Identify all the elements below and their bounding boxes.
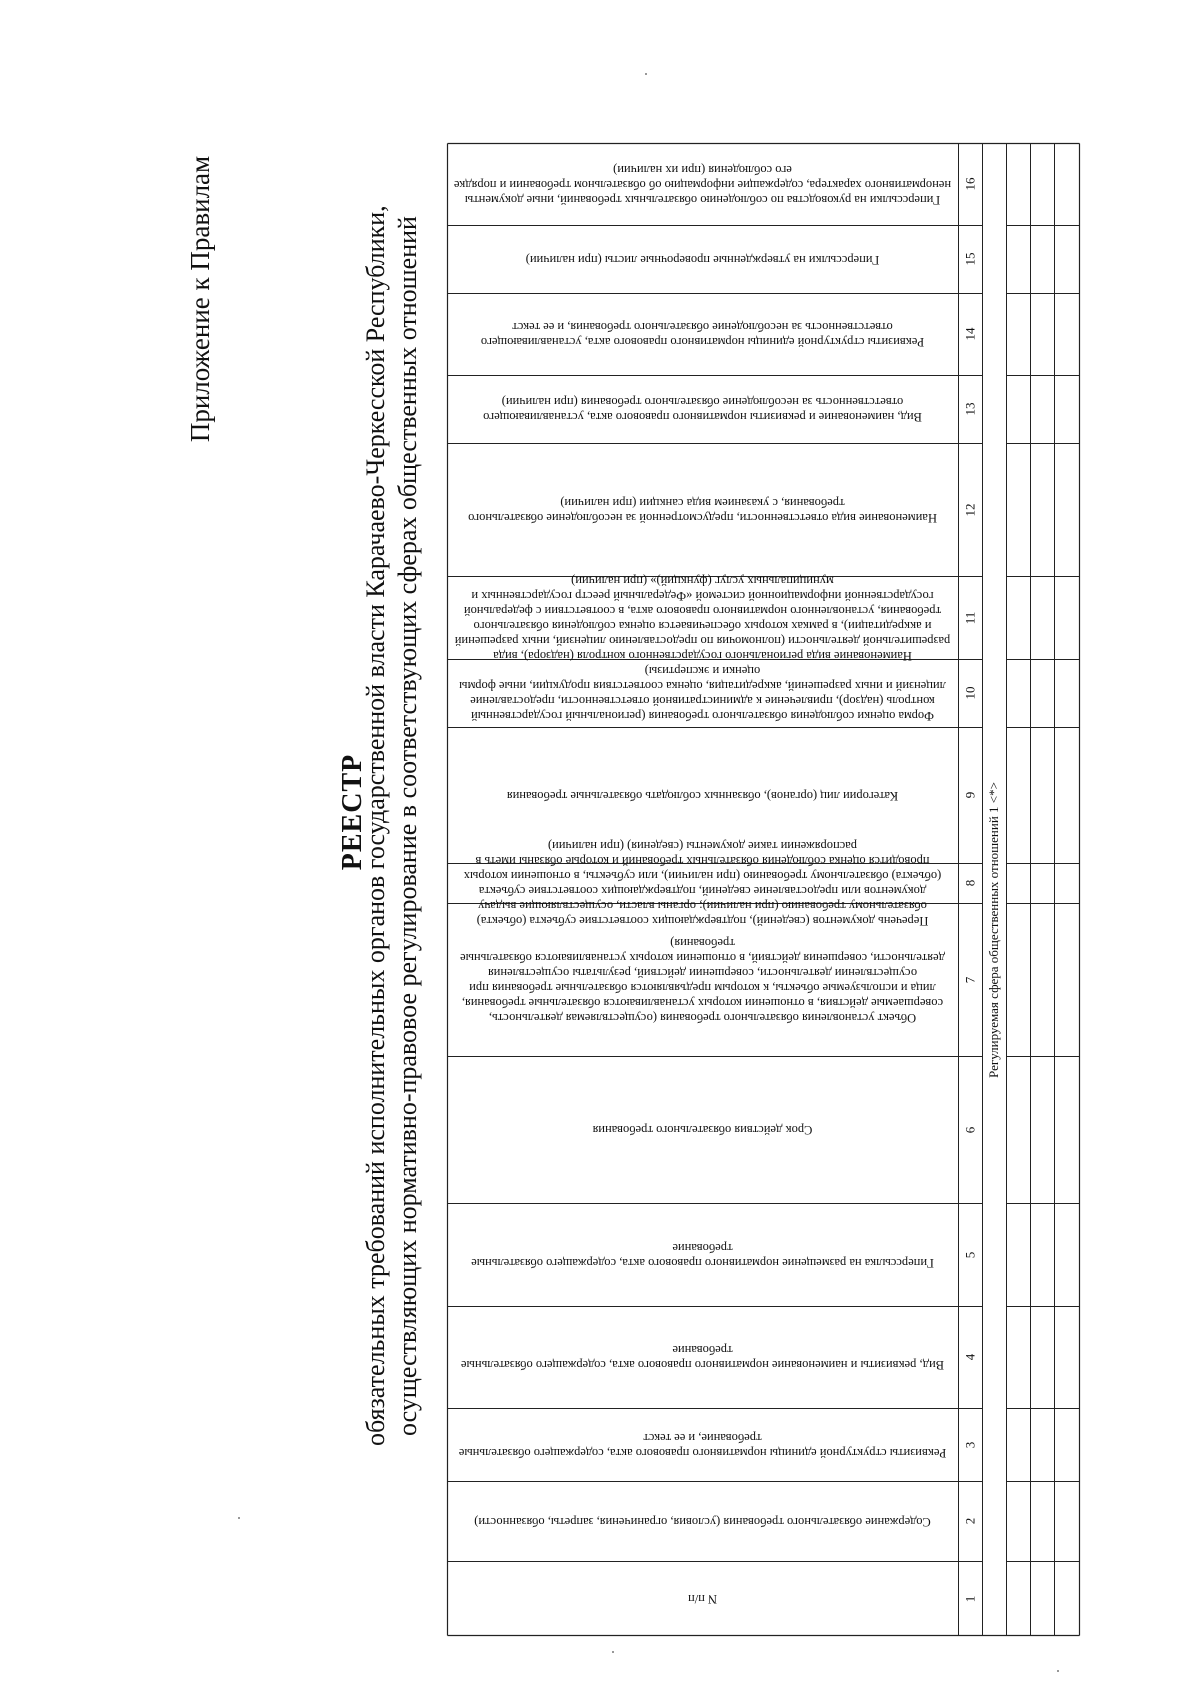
column-number-cell bbox=[958, 903, 982, 1056]
column-number-cell bbox=[958, 293, 982, 375]
column-number: 14 bbox=[962, 327, 977, 341]
column-header-text: Гиперссылки на руководства по соблюдению обязательных требований, иные документы ненормативного характера, содержащие информацию об обязательном требовании и порядке его соблюдения (при их наличии) bbox=[453, 162, 952, 207]
column-header-cell bbox=[447, 1481, 958, 1561]
column-number: 2 bbox=[962, 1517, 977, 1525]
column-header-text: Наименование вида регионального государственного контроля (надзора), вида разрешительной деятельности (полномочия по предоставлению лицензий, иных разрешений и аккредитации), в рамках которых обеспечивается оценка соблюдения обязательного требования, установленного нормативного правового акта, в соответствии с федеральной государственной информационной системой «Федеральный реестр государственных и муниципальных услуг (функций)» (при наличии) bbox=[454, 573, 951, 663]
column-header-text: Форма оценки соблюдения обязательного требования (региональный государственный контроль (надзор), привлечение к административной ответственности, предоставление лицензий и иных разрешений, аккредитация, оценка соответствия продукции, иные формы оценки и экспертизы) bbox=[459, 664, 946, 723]
column-number-cell bbox=[958, 143, 982, 225]
column-number: 11 bbox=[962, 611, 977, 624]
column-header-cell bbox=[447, 143, 958, 225]
column-number: 16 bbox=[962, 177, 977, 191]
column-number-cell bbox=[958, 1408, 982, 1481]
column-number: 12 bbox=[962, 503, 977, 516]
column-number-cell bbox=[958, 375, 982, 443]
column-header-cell bbox=[447, 375, 958, 443]
column-number: 8 bbox=[962, 879, 977, 887]
register-title-line-1: обязательных требований исполнительных органов государственной власти Карачаево-Черкесской Республики, bbox=[361, 205, 390, 1446]
register-table bbox=[447, 143, 1080, 1636]
column-header-text: Наименование вида ответственности, предусмотренной за несоблюдение обязательного требования, с указанием вида санкции (при наличии) bbox=[468, 495, 937, 525]
register-title-line-2: осуществляющих нормативно-правовое регулирование в соответствующих сферах общественных отношений bbox=[393, 216, 422, 1436]
column-header-text: Объект установления обязательного требования (осуществляемая деятельность, совершаемые действия, в отношении которых устанавливаются обязательные требования, лица и используемые объекты, к которым предъявляются обязательные требования при осуществлении деятельности, совершении действий, результаты осуществления деятельности, совершения действий, в отношении которых устанавливаются обязательные требования) bbox=[460, 935, 945, 1025]
column-number-cell bbox=[958, 1561, 982, 1636]
column-number-cell bbox=[958, 1056, 982, 1203]
column-header-cell bbox=[447, 903, 958, 1056]
column-header-cell bbox=[447, 293, 958, 375]
column-header-text: Реквизиты структурной единицы нормативного правового акта, содержащего обязательные требование, и ее текст bbox=[458, 1430, 947, 1460]
column-header-text: Категории лиц (органов), обязанных соблюдать обязательные требования bbox=[506, 788, 899, 803]
column-number: 1 bbox=[962, 1595, 977, 1602]
column-header-text: Содержание обязательного требования (условия, ограничения, запреты, обязанности) bbox=[474, 1514, 931, 1529]
column-header-cell bbox=[447, 573, 958, 663]
scan-speck bbox=[238, 1517, 240, 1519]
column-number-cell bbox=[958, 225, 982, 293]
column-number: 15 bbox=[962, 252, 977, 266]
column-number: 5 bbox=[962, 1251, 977, 1258]
column-number-cell bbox=[958, 659, 982, 727]
column-number: 13 bbox=[962, 402, 977, 416]
appendix-label: Приложение к Правилам bbox=[185, 155, 215, 443]
column-number-cell bbox=[958, 1203, 982, 1306]
column-header-text: Гиперссылка на размещение нормативного правового акта, содержащего обязательные требование bbox=[471, 1240, 934, 1270]
column-header-cell bbox=[447, 1408, 958, 1481]
column-header-cell bbox=[447, 659, 958, 727]
column-number: 9 bbox=[962, 791, 977, 799]
column-header-cell bbox=[447, 225, 958, 293]
register-heading: РЕЕСТР bbox=[337, 753, 368, 871]
column-number-cell bbox=[958, 863, 982, 903]
column-header-text: Вид, реквизиты и наименование нормативного правового акта, содержащего обязательные требование bbox=[460, 1343, 945, 1372]
column-number-cell bbox=[958, 1481, 982, 1561]
column-header-text: Реквизиты структурной единицы нормативного правового акта, устанавливающего ответственность за несоблюдение обязательного требования, и ее текст bbox=[480, 320, 925, 349]
column-header-text: Срок действия обязательного требования bbox=[592, 1123, 813, 1137]
column-number-cell bbox=[958, 1306, 982, 1408]
column-number: 4 bbox=[962, 1353, 977, 1361]
column-header-text: Гиперссылки на утвержденные проверочные листы (при наличии) bbox=[525, 252, 880, 267]
merged-sphere-label: Регулируемая сфера общественных отношений 1 <*> bbox=[986, 781, 1002, 1078]
column-number: 10 bbox=[962, 686, 977, 700]
scan-speck bbox=[645, 73, 647, 75]
column-header-cell bbox=[447, 839, 958, 928]
column-number-cell bbox=[958, 727, 982, 863]
column-header-cell bbox=[447, 1203, 958, 1306]
scan-speck bbox=[612, 1651, 614, 1653]
column-header-cell bbox=[447, 1306, 958, 1408]
column-header-text: N п/п bbox=[688, 1592, 718, 1606]
scan-speck bbox=[1057, 1670, 1059, 1672]
column-header-cell bbox=[447, 443, 958, 576]
column-number-cell bbox=[958, 576, 982, 659]
column-number: 6 bbox=[962, 1126, 977, 1133]
column-number: 7 bbox=[962, 976, 977, 983]
column-header-cell bbox=[447, 1056, 958, 1203]
column-number-cell bbox=[958, 443, 982, 576]
column-number: 3 bbox=[962, 1441, 977, 1448]
column-header-cell bbox=[447, 1561, 958, 1636]
column-header-text: Вид, наименование и реквизиты нормативного правового акта, устанавливающего ответственность за несоблюдение обязательного требования (при наличии) bbox=[483, 395, 922, 424]
merged-sphere-row bbox=[982, 143, 1006, 1636]
column-header-text: Перечень документов (сведений), подтверждающих соответствие субъекта (объекта) обязательному требованию (при наличии); органы власти, осуществляющие выдачу документов или предоставление сведений, подтверждающих соответствие субъекта (объекта) обязательному требованию (при наличии), или субъекты, в отношении которых проводится оценка соблюдения обязательных требований и которые обязаны иметь в распоряжении такие документы (сведения) (при наличии) bbox=[463, 839, 942, 928]
